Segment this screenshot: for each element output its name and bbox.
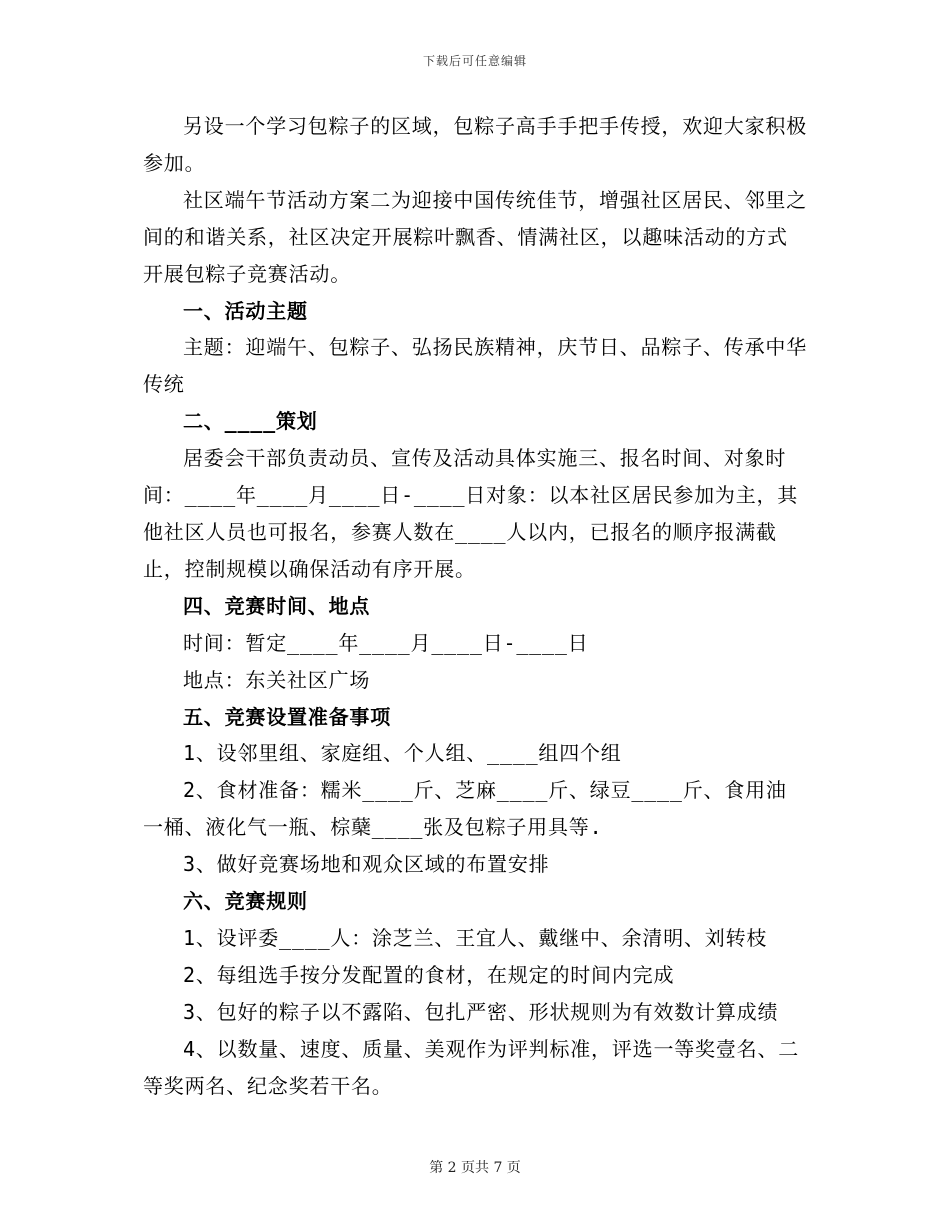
paragraph-7: 1、设邻里组、家庭组、个人组、____组四个组 — [183, 741, 622, 766]
paragraph-3: 主题：迎端午、包粽子、弘扬民族精神，庆节日、品粽子、传承中华传统 — [143, 335, 807, 397]
section-heading-theme: 一、活动主题 — [183, 298, 308, 323]
document-body — [143, 108, 807, 1104]
page-number-footer: 第 2 页共 7 页 — [429, 1160, 521, 1176]
section-heading-time-place: 四、竞赛时间、地点 — [183, 593, 371, 618]
page-header-note: 下载后可任意编辑 — [422, 54, 527, 68]
paragraph-10: 1、设评委____人：涂芝兰、王宜人、戴继中、余清明、刘转枝 — [183, 925, 768, 950]
section-heading-preparation: 五、竞赛设置准备事项 — [183, 704, 391, 729]
paragraph-4: 居委会干部负责动员、宣传及活动具体实施三、报名时间、对象时间：____年____月____日-____日对象：以本社区居民参加为主，其他社区人员也可报名，参赛人数在____人以内，已报名的顺序报满截止，控制规模以确保活动有序开展。 — [143, 446, 799, 581]
paragraph-12: 3、包好的粽子以不露陷、包扎严密、形状规则为有效数计算成绩 — [183, 999, 779, 1024]
paragraph-8: 2、食材准备：糯米____斤、芝麻____斤、绿豆____斤、食用油一桶、液化气一瓶、棕蘖____张及包粽子用具等. — [143, 778, 787, 840]
paragraph-1: 另设一个学习包粽子的区域，包粽子高手手把手传授，欢迎大家积极参加。 — [143, 114, 807, 175]
paragraph-2: 社区端午节活动方案二为迎接中国传统佳节，增强社区居民、邻里之间的和谐关系，社区决定开展粽叶飘香、情满社区，以趣味活动的方式开展包粽子竞赛活动。 — [143, 187, 807, 286]
paragraph-13: 4、以数量、速度、质量、美观作为评判标准，评选一等奖壹名、二等奖两名、纪念奖若干名。 — [143, 1036, 800, 1098]
paragraph-9: 3、做好竞赛场地和观众区域的布置安排 — [183, 852, 550, 877]
section-heading-rules: 六、竞赛规则 — [183, 889, 308, 914]
section-heading-planning: 二、____策划 — [183, 409, 318, 434]
paragraph-6: 地点：东关社区广场 — [183, 667, 371, 692]
paragraph-5: 时间：暂定____年____月____日-____日 — [183, 630, 589, 655]
paragraph-11: 2、每组选手按分发配置的食材，在规定的时间内完成 — [183, 962, 675, 987]
